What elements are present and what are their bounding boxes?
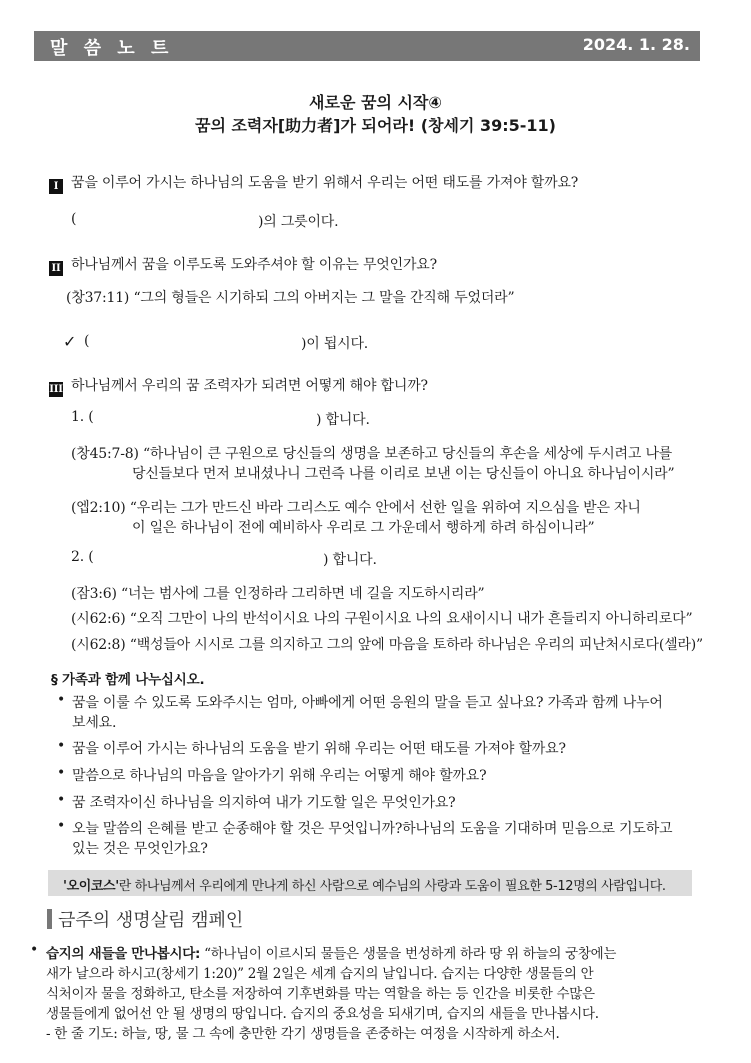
verse-ps62-6: (시62:6) “오직 그만이 나의 반석이시요 나의 구원이시요 나의 요새이시니 내가 흔들리지 아니하리로다” [71,611,693,627]
question-3-item-1-close: ) 합니다. [316,412,370,428]
bullet-icon: • [30,942,39,958]
question-3-item-2-open: 2. ( [71,549,94,565]
question-2-text: 하나님께서 꿈을 이루도록 도와주셔야 할 이유는 무엇인가요? [71,257,437,273]
oikos-term: '오이코스' [63,879,119,894]
question-2-number: II [49,261,63,276]
campaign-line-1-text: “하나님이 이르시되 물들은 생물을 번성하게 하라 땅 위 하늘의 궁창에는 [204,946,617,962]
verse-eph2-cont: 이 일은 하나님이 전에 예비하사 우리로 그 가운데서 행하게 하려 하심이니라” [132,520,595,536]
campaign-title [47,906,243,932]
oikos-text [63,875,666,894]
question-1-blank-close: )의 그릇이다. [258,214,339,230]
check-mark: ✓ [63,332,77,351]
question-1 [49,172,578,194]
campaign-title-bar [47,909,52,929]
campaign-prayer: - 한 줄 기도: 하늘, 땅, 물 그 속에 충만한 각기 생명들을 존중하는 여정을 시작하게 하소서. [46,1026,560,1042]
header-date: 2024. 1. 28. [582,35,690,54]
sermon-series-title: 새로운 꿈의 시작④ [309,93,442,112]
question-3-item-2-close: ) 합니다. [323,552,377,568]
campaign-line-2: 새가 날으라 하시고(창세기 1:20)” 2월 2일은 세계 습지의 날입니다. 습지는 다양한 생물들의 안 [46,966,594,982]
family-question-2: 꿈을 이루어 가시는 하나님의 도움을 받기 위해 우리는 어떤 태도를 가져야 할까요? [72,741,566,757]
verse-prov3: (잠3:6) “너는 범사에 그를 인정하라 그리하면 네 길을 지도하시리라” [71,586,485,602]
family-question-1: 꿈을 이룰 수 있도록 도와주시는 엄마, 아빠에게 어떤 응원의 말을 듣고 싶나요? 가족과 함께 나누어 [72,695,663,711]
question-3-item-1-open: 1. ( [71,409,94,425]
family-heading: § 가족과 함께 나누십시오. [51,672,205,688]
question-1-text: 꿈을 이루어 가시는 하나님의 도움을 받기 위해서 우리는 어떤 태도를 가져야 할까요? [71,175,579,191]
family-question-1-cont: 보세요. [72,715,117,731]
bullet-icon: • [57,692,66,708]
question-3-number: III [49,384,63,395]
campaign-line-3: 식처이자 물을 정화하고, 탄소를 저장하여 기후변화를 막는 역할을 하는 등 인간을 비롯한 수많은 [46,986,595,1002]
question-3 [49,375,428,397]
question-1-number: I [49,179,63,194]
sermon-title: 꿈의 조력자[助力者]가 되어라! (창세기 39:5-11) [194,116,556,135]
header-label: 말 씀 노 트 [50,38,174,59]
campaign-line-1 [46,942,616,962]
verse-gen45: (창45:7-8) “하나님이 큰 구원으로 당신들의 생명을 보존하고 당신들의 후손을 세상에 두시려고 나를 [71,446,673,462]
campaign-title-text: 금주의 생명살림 캠페인 [58,910,244,931]
header-bar [34,31,700,61]
family-question-3: 말씀으로 하나님의 마음을 알아가기 위해 우리는 어떻게 해야 할까요? [72,768,487,784]
family-question-5: 오늘 말씀의 은혜를 받고 순종해야 할 것은 무엇입니까?하나님의 도움을 기대하며 믿음으로 기도하고 [72,821,673,837]
oikos-note [48,870,692,896]
question-3-text: 하나님께서 우리의 꿈 조력자가 되려면 어떻게 해야 합니까? [71,378,428,394]
question-2-verse: (창37:11) “그의 형들은 시기하되 그의 아버지는 그 말을 간직해 두었더라” [66,290,515,306]
verse-ps62-8: (시62:8) “백성들아 시시로 그를 의지하고 그의 앞에 마음을 토하라 하나님은 우리의 피난처시로다(셀라)” [71,637,703,653]
family-question-4: 꿈 조력자이신 하나님을 의지하여 내가 기도할 일은 무엇인가요? [72,795,456,811]
question-2-blank-open: ( [84,333,90,349]
question-2 [49,254,437,276]
campaign-line-4: 생물들에게 없어선 안 될 생명의 땅입니다. 습지의 중요성을 되새기며, 습지의 새들을 만나봅시다. [46,1006,599,1022]
bullet-icon: • [57,818,66,834]
verse-gen45-cont: 당신들보다 먼저 보내셨나니 그런즉 나를 이리로 보낸 이는 당신들이 아니요 하나님이시라” [132,466,675,482]
campaign-heading: 습지의 새들을 만나봅시다: [46,946,201,962]
question-1-blank-open: ( [71,211,77,227]
bullet-icon: • [57,765,66,781]
bullet-icon: • [57,792,66,808]
verse-eph2: (엡2:10) “우리는 그가 만드신 바라 그리스도 예수 안에서 선한 일을 위하여 지으심을 받은 자니 [71,500,641,516]
bullet-icon: • [57,738,66,754]
oikos-definition: 란 하나님께서 우리에게 만나게 하신 사람으로 예수님의 사랑과 도움이 필요한 5-12명의 사람입니다. [118,879,666,894]
family-question-5-cont: 있는 것은 무엇인가요? [72,841,208,857]
question-2-blank-close: )이 됩시다. [301,336,369,352]
